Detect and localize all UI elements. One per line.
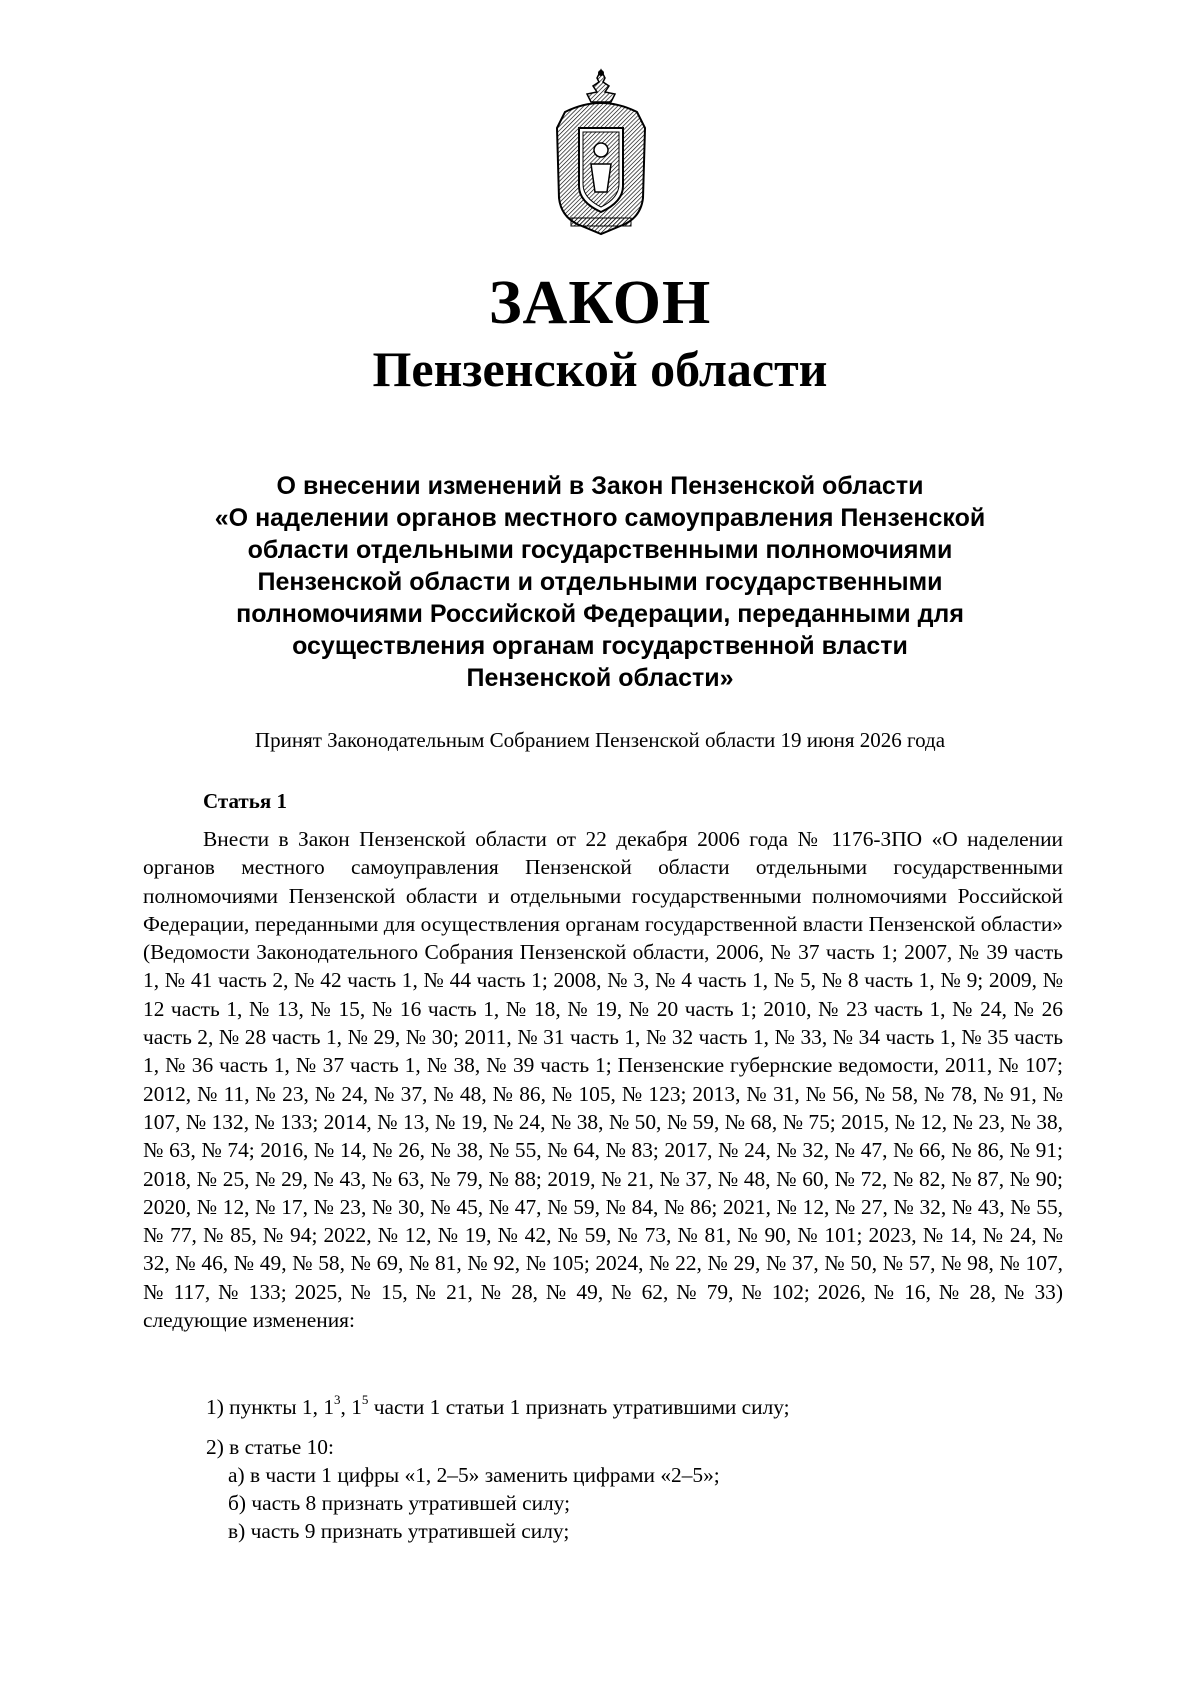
law-subject <box>150 470 1050 694</box>
subject-line: Пензенской области и отдельными государственными <box>257 568 943 596</box>
list-subitem: а) в части 1 цифры «1, 2–5» заменить цифрами «2–5»; <box>228 1463 720 1487</box>
list-item: 1) пункты 1, $1^3$, $1^5$ части 1 статьи 1 признать утратившими силу; <box>206 1391 790 1419</box>
list-subitem: в) часть 9 признать утратившей силу; <box>228 1519 570 1543</box>
list-item: 2) в статье 10: <box>206 1435 334 1459</box>
list-subitem: б) часть 8 признать утратившей силу; <box>228 1491 571 1515</box>
article-paragraph: Внести в Закон Пензенской области от 22 декабря 2006 года № 1176-ЗПО «О наделении органов местного самоуправления Пензенской области отдельными государственными полномочиями Пензенской области и отдельными государственными полномочиями Российской Федерации, переданными для осуществления органам государственной власти Пензенской области» (Ведомости Законодательного Собрания Пензенской области, 2006, № 37 часть 1; 2007, № 39 часть 1, № 41 часть 2, № 42 часть 1, № 44 часть 1; 2008, № 3, № 4 часть 1, № 5, № 8 часть 1, № 9; 2009, № 12 часть 1, № 13, № 15, № 16 часть 1, № 18, № 19, № 20 часть 1; 2010, № 23 часть 1, № 24, № 26 часть 2, № 28 часть 1, № 29, № 30; 2011, № 31 часть 1, № 32 часть 1, № 33, № 34 часть 1, № 35 часть 1, № 36 часть 1, № 37 часть 1, № 38, № 39 часть 1; Пензенские губернские ведомости, 2011, № 107; 2012, № 11, № 23, № 24, № 37, № 48, № 86, № 105, № 123; 2013, № 31, № 56, № 58, № 78, № 91, № 107, № 132, № 133; 2014, № 13, № 19, № 24, № 38, № 50, № 59, № 68, № 75; 2015, № 12, № 23, № 38, № 63, № 74; 2016, № 14, № 26, № 38, № 55, № 64, № 83; 2017, № 24, № 32, № 47, № 66, № 86, № 91; 2018, № 25, № 29, № 43, № 63, № 79, № 88; 2019, № 21, № 37, № 48, № 60, № 72, № 82, № 87, № 90; 2020, № 12, № 17, № 23, № 30, № 45, № 47, № 59, № 84, № 86; 2021, № 12, № 27, № 32, № 43, № 55, № 77, № 85, № 94; 2022, № 12, № 19, № 42, № 59, № 73, № 81, № 90, № 101; 2023, № 14, № 24, № 32, № 46, № 49, № 58, № 69, № 81, № 92, № 105; 2024, № 22, № 29, № 37, № 50, № 57, № 98, № 107, № 117, № 133; 2025, № 15, № 21, № 28, № 49, № 62, № 79, № 102; 2026, № 16, № 28, № 33) следующие изменения: <box>143 827 1063 1333</box>
subject-line: полномочиями Российской Федерации, переданными для <box>236 600 964 628</box>
document-subtitle: Пензенской области <box>372 341 828 397</box>
subject-line: О внесении изменений в Закон Пензенской области <box>276 472 924 500</box>
penza-oblast-coat-of-arms-icon <box>545 68 657 236</box>
subject-line: Пензенской области» <box>466 664 734 692</box>
adoption-note: Принят Законодательным Собранием Пензенской области 19 июня 2026 года <box>254 728 946 752</box>
article-heading: Статья 1 <box>203 789 287 813</box>
subject-line: осуществления органам государственной власти <box>292 632 908 660</box>
document-title: ЗАКОН <box>488 269 712 337</box>
subject-line: «О наделении органов местного самоуправления Пензенской <box>214 504 986 532</box>
subject-line: области отдельными государственными полномочиями <box>247 536 953 564</box>
amendment-list <box>206 1393 1046 1545</box>
